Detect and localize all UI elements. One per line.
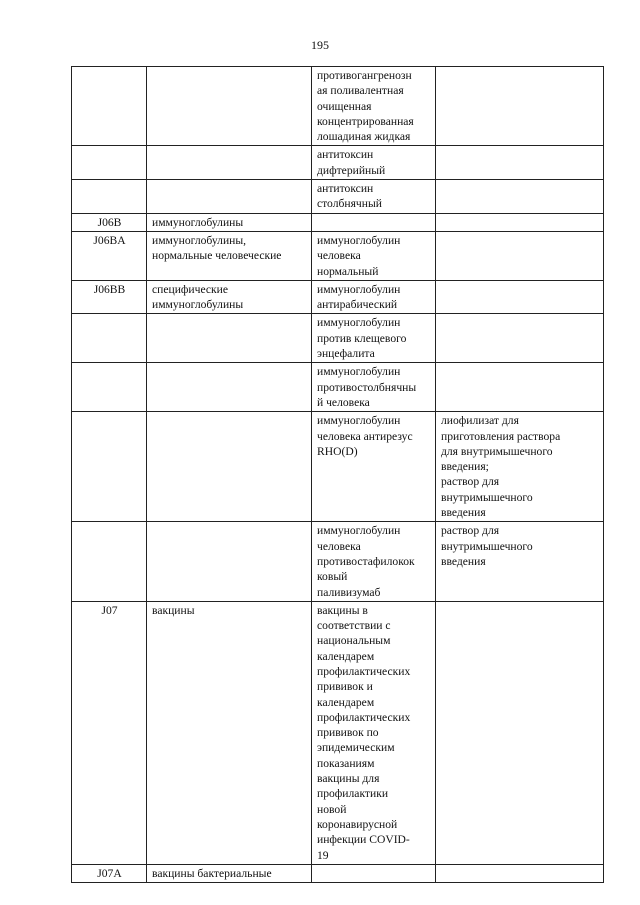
drug-cell: вакцины в соответствии с национальным календарем профилактических прививок и календарем профилактических прививок по эпидемическим показаниям вакцины для профилактики новой коронавирусной инфекции COVID- 19	[312, 601, 436, 864]
table-row	[72, 146, 604, 180]
table-row	[72, 412, 604, 522]
table-row	[72, 522, 604, 601]
form-cell: раствор для внутримышечного введения	[436, 522, 604, 601]
form-cell	[436, 146, 604, 180]
drug-table	[71, 66, 604, 883]
drug-cell: антитоксин столбнячный	[312, 180, 436, 214]
drug-cell: иммуноглобулин человека нормальный	[312, 231, 436, 280]
table-row	[72, 180, 604, 214]
drug-cell: иммуноглобулин против клещевого энцефалита	[312, 314, 436, 363]
group-cell: вакцины бактериальные	[147, 864, 312, 882]
form-cell	[436, 601, 604, 864]
table-row	[72, 231, 604, 280]
group-cell: вакцины	[147, 601, 312, 864]
form-cell	[436, 213, 604, 231]
table-row	[72, 314, 604, 363]
form-cell	[436, 280, 604, 314]
atc-code-cell: J07	[72, 601, 147, 864]
group-cell	[147, 412, 312, 522]
atc-code-cell	[72, 180, 147, 214]
atc-code-cell: J07A	[72, 864, 147, 882]
form-cell	[436, 363, 604, 412]
atc-code-cell	[72, 412, 147, 522]
form-cell	[436, 180, 604, 214]
group-cell: специфические иммуноглобулины	[147, 280, 312, 314]
table-row	[72, 67, 604, 146]
group-cell: иммуноглобулины	[147, 213, 312, 231]
atc-code-cell	[72, 522, 147, 601]
drug-cell: антитоксин дифтерийный	[312, 146, 436, 180]
table-row	[72, 213, 604, 231]
table-row	[72, 601, 604, 864]
atc-code-cell	[72, 146, 147, 180]
page-number: 195	[311, 38, 329, 52]
group-cell	[147, 67, 312, 146]
drug-cell	[312, 213, 436, 231]
form-cell	[436, 67, 604, 146]
atc-code-cell: J06B	[72, 213, 147, 231]
form-cell	[436, 314, 604, 363]
drug-cell: иммуноглобулин антирабический	[312, 280, 436, 314]
table-row	[72, 864, 604, 882]
atc-code-cell: J06BB	[72, 280, 147, 314]
atc-code-cell	[72, 363, 147, 412]
group-cell	[147, 314, 312, 363]
atc-code-cell	[72, 314, 147, 363]
form-cell: лиофилизат для приготовления раствора для внутримышечного введения; раствор для внутримышечного введения	[436, 412, 604, 522]
atc-code-cell	[72, 67, 147, 146]
drug-cell: противогангренозн ая поливалентная очищенная концентрированная лошадиная жидкая	[312, 67, 436, 146]
table-row	[72, 363, 604, 412]
form-cell	[436, 864, 604, 882]
drug-cell: иммуноглобулин человека противостафилокок ковый паливизумаб	[312, 522, 436, 601]
atc-code-cell: J06BA	[72, 231, 147, 280]
group-cell	[147, 180, 312, 214]
group-cell	[147, 522, 312, 601]
group-cell: иммуноглобулины, нормальные человеческие	[147, 231, 312, 280]
table-row	[72, 280, 604, 314]
drug-cell: иммуноглобулин противостолбнячны й человека	[312, 363, 436, 412]
group-cell	[147, 146, 312, 180]
form-cell	[436, 231, 604, 280]
group-cell	[147, 363, 312, 412]
drug-cell	[312, 864, 436, 882]
drug-cell: иммуноглобулин человека антирезус RHO(D)	[312, 412, 436, 522]
